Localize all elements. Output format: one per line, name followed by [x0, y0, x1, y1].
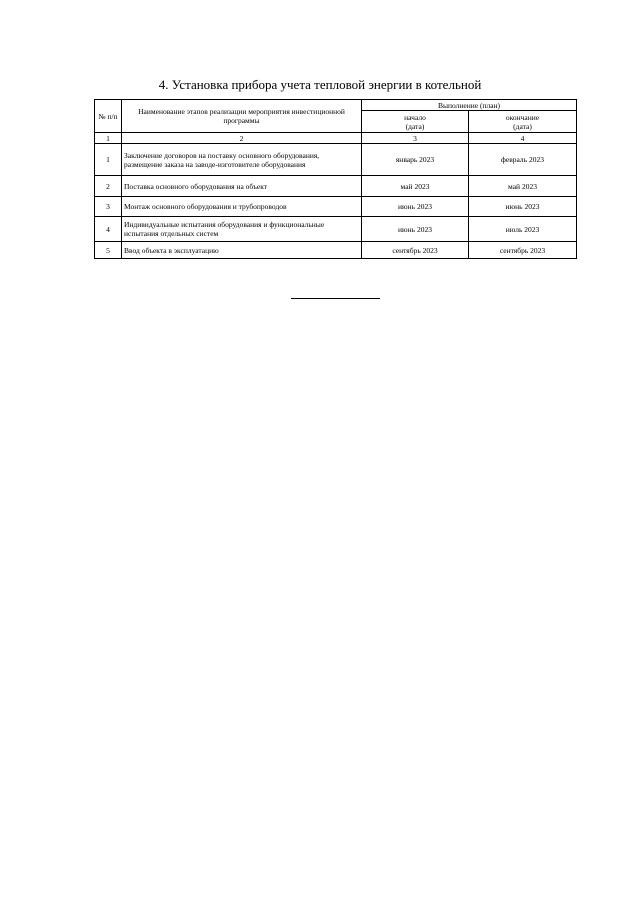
column-number-row — [95, 133, 577, 144]
row-end: июнь 2023 — [469, 197, 577, 217]
column-number: 4 — [469, 133, 577, 144]
row-stage: Ввод объекта в эксплуатацию — [122, 242, 362, 259]
row-start: июнь 2023 — [362, 217, 469, 242]
row-stage: Поставка основного оборудования на объект — [122, 176, 362, 197]
table-row — [95, 217, 577, 242]
column-number: 1 — [95, 133, 122, 144]
row-number: 1 — [95, 144, 122, 176]
row-end: сентябрь 2023 — [469, 242, 577, 259]
row-stage: Индивидуальные испытания оборудования и функциональные испытания отдельных систем — [122, 217, 362, 242]
column-number: 3 — [362, 133, 469, 144]
table-row — [95, 197, 577, 217]
header-number: № п/п — [95, 100, 122, 133]
row-start: сентябрь 2023 — [362, 242, 469, 259]
header-end-date: (дата) — [513, 121, 532, 131]
row-end: июль 2023 — [469, 217, 577, 242]
row-start: июнь 2023 — [362, 197, 469, 217]
divider-line — [291, 298, 380, 299]
row-stage: Монтаж основного оборудования и трубопроводов — [122, 197, 362, 217]
section-title: 4. Установка прибора учета тепловой энергии в котельной — [158, 77, 482, 92]
schedule-table — [94, 99, 577, 259]
header-stage: Наименование этапов реализации мероприятия инвестиционной программы — [122, 100, 362, 133]
table-row — [95, 176, 577, 197]
row-number: 3 — [95, 197, 122, 217]
row-number: 5 — [95, 242, 122, 259]
table-row — [95, 144, 577, 176]
row-number: 2 — [95, 176, 122, 197]
row-start: май 2023 — [362, 176, 469, 197]
column-number: 2 — [122, 133, 362, 144]
header-end — [469, 111, 577, 133]
table-row — [95, 242, 577, 259]
row-end: февраль 2023 — [469, 144, 577, 176]
row-number: 4 — [95, 217, 122, 242]
row-end: май 2023 — [469, 176, 577, 197]
row-stage: Заключение договоров на поставку основного оборудования, размещение заказа на заводе-изготовителе оборудования — [122, 144, 362, 176]
header-start-label: начало — [404, 112, 426, 122]
header-end-label: окончание — [505, 112, 540, 122]
header-start — [362, 111, 469, 133]
header-execution: Выполнение (план) — [362, 100, 577, 111]
header-start-date: (дата) — [405, 121, 425, 131]
row-start: январь 2023 — [362, 144, 469, 176]
